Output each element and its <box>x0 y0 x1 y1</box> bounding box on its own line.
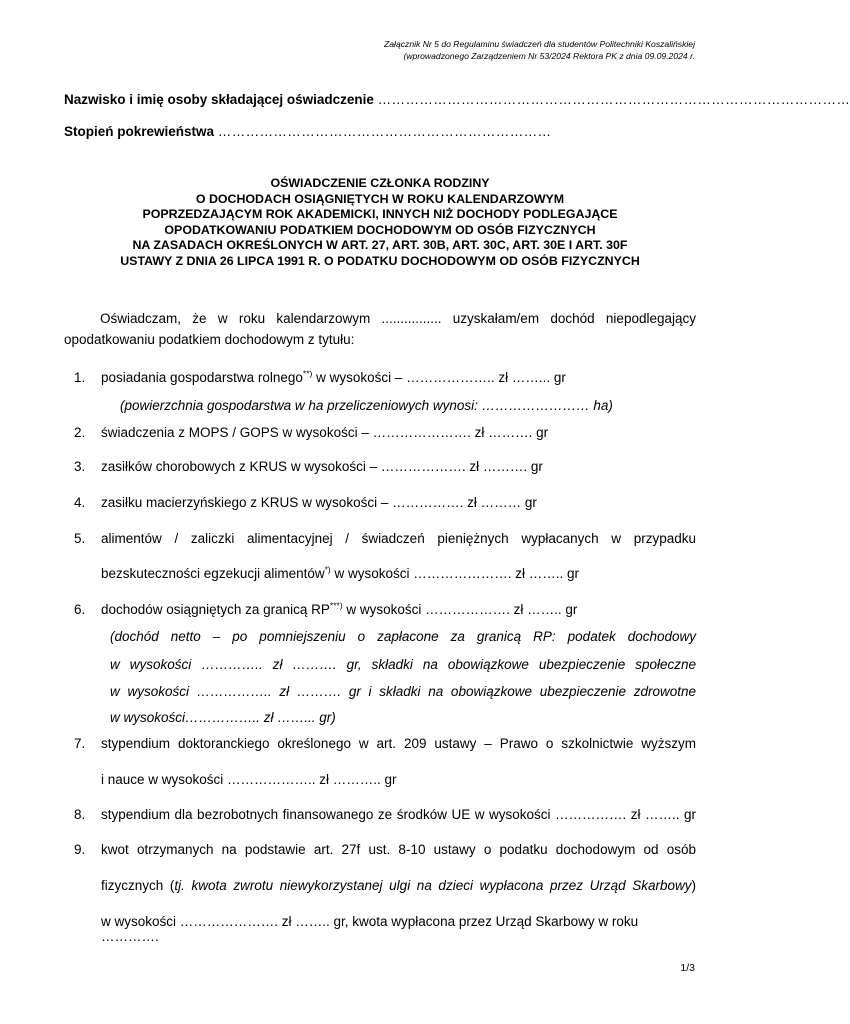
footnote-marker: ***) <box>329 600 343 611</box>
item-text-line-2 <box>101 566 696 581</box>
item-note-line-4: w wysokości…………….. zł ……... gr) <box>110 710 336 725</box>
item-text-part: bezskuteczności egzekucji alimentów <box>101 566 325 581</box>
declaration-intro <box>64 308 696 350</box>
item-text-part: ) <box>691 878 696 893</box>
item-number: 6. <box>74 602 86 617</box>
item-number: 9. <box>74 842 86 857</box>
document-title <box>64 176 696 270</box>
item-text-line-2 <box>101 878 696 893</box>
intro-line-2: opodatkowaniu podatkiem dochodowym z tytułu: <box>64 332 355 347</box>
item-text <box>101 370 696 385</box>
relation-field-label: Stopień pokrewieństwa <box>64 124 215 139</box>
title-line-1: OŚWIADCZENIE CZŁONKA RODZINY <box>270 176 490 190</box>
item-number: 2. <box>74 425 86 440</box>
item-text-part: fizycznych ( <box>101 878 175 893</box>
item-note: (powierzchnia gospodarstwa w ha przeliczeniowych wynosi: …………………… ha) <box>120 398 613 413</box>
item-number: 5. <box>74 531 86 546</box>
item-number: 7. <box>74 736 86 751</box>
intro-line-1: Oświadczam, że w roku kalendarzowym ................ uzyskałam/em dochód niepodlegający <box>100 311 696 326</box>
item-note-line-1: (dochód netto – po pomniejszeniu o zapłacone za granicą RP: podatek dochodowy <box>110 629 696 644</box>
relation-field-blank[interactable]: ……………………………………………………………… <box>217 124 552 139</box>
relation-field <box>64 124 551 139</box>
item-text: zasiłku macierzyńskiego z KRUS w wysokości – ……………. zł ……… gr <box>101 495 537 510</box>
name-field-blank[interactable]: ………………………………………………………………………………………… <box>377 92 850 107</box>
item-number: 4. <box>74 495 86 510</box>
name-field <box>64 92 850 107</box>
item-text <box>101 602 696 617</box>
title-line-5: NA ZASADACH OKREŚLONYCH W ART. 27, ART. 30B, ART. 30C, ART. 30E I ART. 30F <box>132 238 628 253</box>
footnote-marker: **) <box>302 368 313 379</box>
page-number: 1/3 <box>680 962 695 974</box>
item-text-line-1: stypendium doktoranckiego określonego w art. 209 ustawy – Prawo o szkolnictwie wyższym <box>101 736 696 751</box>
annex-note-line1: Załącznik Nr 5 do Regulaminu świadczeń dla studentów Politechniki Koszalińskiej <box>384 39 695 49</box>
item-text: stypendium dla bezrobotnych finansowanego ze środków UE w wysokości ……………. zł …….. gr <box>101 807 696 822</box>
title-line-3: POPRZEDZAJĄCYM ROK AKADEMICKI, INNYCH NIŻ DOCHODY PODLEGAJĄCE <box>142 207 618 222</box>
item-note-line-2: w wysokości ………….. zł ………. gr, składki na obowiązkowe ubezpieczenie społeczne <box>110 657 696 672</box>
title-line-2: O DOCHODACH OSIĄGNIĘTYCH W ROKU KALENDARZOWYM <box>195 191 565 206</box>
item-text-line-1: kwot otrzymanych na podstawie art. 27f ust. 8-10 ustawy o podatku dochodowym od osób <box>101 842 696 857</box>
item-text-line-1: alimentów / zaliczki alimentacyjnej / świadczeń pieniężnych wypłacanych w przypadku <box>101 531 696 546</box>
annex-note <box>275 38 695 62</box>
item-text-part: w wysokości – ……………….. zł ……... gr <box>312 370 566 385</box>
item-text: świadczenia z MOPS / GOPS w wysokości – …………………. zł ………. gr <box>101 425 549 440</box>
item-text-line-3: w wysokości …………………. zł …….. gr, kwota wypłacona przez Urząd Skarbowy w roku …………. <box>101 914 639 944</box>
item-text-part: w wysokości …………………. zł …….. gr <box>330 566 580 581</box>
annex-note-line2: (wprowadzonego Zarządzeniem Nr 53/2024 Rektora PK z dnia 09.09.2024 r. <box>403 51 695 61</box>
item-text-line-2: i nauce w wysokości ……………….. zł ……….. gr <box>101 772 397 787</box>
item-note-line-3: w wysokości …………….. zł ………. gr i składki na obowiązkowe ubezpieczenie zdrowotne <box>110 684 696 699</box>
item-number: 8. <box>74 807 86 822</box>
footnote-marker: *) <box>324 564 331 575</box>
item-number: 3. <box>74 459 86 474</box>
name-field-label: Nazwisko i imię osoby składającej oświadczenie <box>64 92 374 107</box>
title-line-6: USTAWY Z DNIA 26 LIPCA 1991 R. O PODATKU DOCHODOWYM OD OSÓB FIZYCZNYCH <box>120 253 640 268</box>
item-number: 1. <box>74 370 86 385</box>
item-text-part-italic: tj. kwota zwrotu niewykorzystanej ulgi na dzieci wypłacona przez Urząd Skarbowy <box>174 878 692 893</box>
title-line-4: OPODATKOWANIU PODATKIEM DOCHODOWYM OD OSÓB FIZYCZNYCH <box>164 222 596 237</box>
item-text-part: posiadania gospodarstwa rolnego <box>101 370 303 385</box>
item-text-part: w wysokości ………………. zł …….. gr <box>342 602 578 617</box>
item-text: zasiłków chorobowych z KRUS w wysokości – ………………. zł ………. gr <box>101 459 543 474</box>
item-text-part: dochodów osiągniętych za granicą RP <box>101 602 330 617</box>
